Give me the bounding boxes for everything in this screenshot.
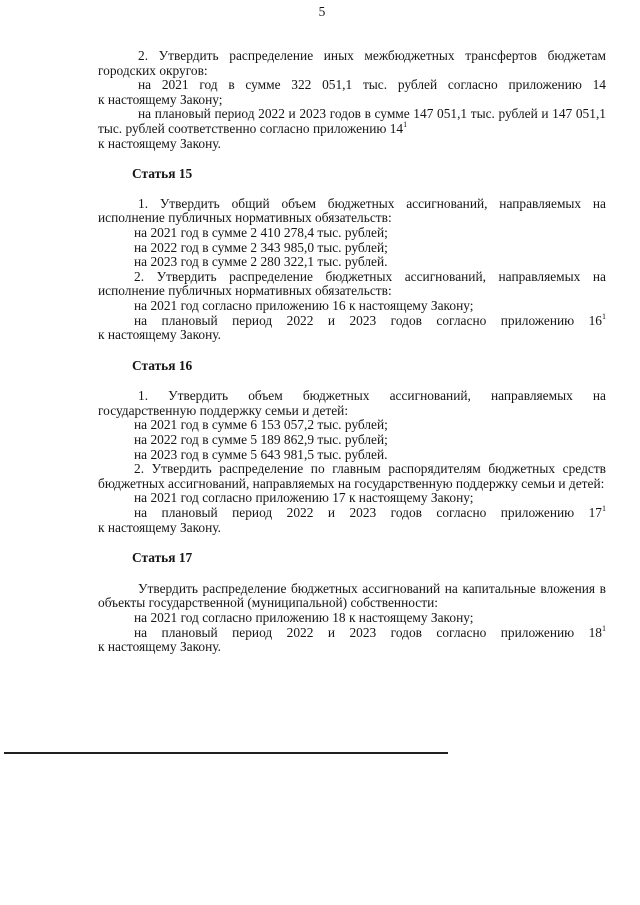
paragraph-text: на 2021 год согласно приложению 17 к настоящему Закону; <box>134 490 474 506</box>
paragraph-text: на 2021 год согласно приложению 18 к настоящему Закону; <box>134 610 474 625</box>
superscript: 1 <box>403 119 408 129</box>
paragraph <box>98 521 606 536</box>
paragraph-text: на плановый период 2022 и 2023 годов согласно приложению 17 <box>134 505 602 521</box>
paragraph <box>98 462 606 491</box>
paragraph-text: Утвердить распределение бюджетных ассигнований на капитальные вложения в объекты государственной (муниципальной) собственности: <box>98 580 606 611</box>
superscript: 1 <box>602 504 606 514</box>
paragraph <box>98 49 606 78</box>
paragraph <box>98 93 606 108</box>
paragraph-text: на 2021 год в сумме 2 410 278,4 тыс. рублей; <box>134 224 388 240</box>
paragraph <box>98 241 606 256</box>
paragraph <box>98 255 606 270</box>
paragraph-text: на плановый период 2022 и 2023 годов согласно приложению 16 <box>134 312 602 328</box>
paragraph-text: 2. Утвердить распределение иных межбюджетных трансфертов бюджетам городских округов: <box>98 48 606 78</box>
paragraph-text: на 2023 год в сумме 2 280 322,1 тыс. рублей. <box>134 254 388 270</box>
page-number: 5 <box>318 4 326 19</box>
paragraph <box>98 107 606 136</box>
paragraph-text: на плановый период 2022 и 2023 годов в сумме 147 051,1 тыс. рублей и 147 051,1 тыс. рублей соответственно согласно приложению 14 <box>98 106 606 136</box>
paragraph <box>98 311 606 329</box>
article-heading-text: Статья 15 <box>132 166 193 182</box>
paragraph-text: к настоящему Закону. <box>98 639 221 655</box>
article-heading-text: Статья 16 <box>132 357 193 373</box>
paragraph-text: на 2022 год в сумме 2 343 985,0 тыс. рублей; <box>134 239 388 255</box>
paragraph <box>98 448 606 463</box>
paragraph-text: 2. Утвердить распределение бюджетных ассигнований, направляемых на исполнение публичных нормативных обязательств: <box>98 268 606 299</box>
paragraph-text: на 2022 год в сумме 5 189 862,9 тыс. рублей; <box>134 432 388 448</box>
paragraph <box>98 299 606 314</box>
paragraph <box>98 611 606 626</box>
paragraph-text: к настоящему Закону. <box>98 519 221 535</box>
article-heading <box>132 359 606 374</box>
paragraph <box>98 623 606 641</box>
superscript: 1 <box>602 311 606 321</box>
paragraph-text: на плановый период 2022 и 2023 годов согласно приложению 18 <box>134 624 602 640</box>
paragraph <box>98 137 606 152</box>
article-heading <box>132 551 606 566</box>
article-heading <box>132 167 606 182</box>
paragraph <box>98 389 606 418</box>
superscript: 1 <box>602 623 606 633</box>
paragraph <box>98 433 606 448</box>
paragraph-text: на 2021 год в сумме 322 051,1 тыс. рублей согласно приложению 14 <box>138 77 606 93</box>
paragraph-text: к настоящему Закону. <box>98 135 221 151</box>
paragraph-text: на 2021 год согласно приложению 16 к настоящему Закону; <box>134 297 474 313</box>
paragraph-text: 1. Утвердить общий объем бюджетных ассигнований, направляемых на исполнение публичных нормативных обязательств: <box>98 195 606 226</box>
article-heading-text: Статья 17 <box>132 550 193 566</box>
paragraph-text: на 2023 год в сумме 5 643 981,5 тыс. рублей. <box>134 446 388 462</box>
document-body <box>98 49 606 655</box>
paragraph <box>98 270 606 299</box>
paragraph-text: 2. Утвердить распределение по главным распорядителям бюджетных средств бюджетных ассигнований, направляемых на государственную поддержку семьи и детей: <box>98 461 606 491</box>
paragraph-text: к настоящему Закону; <box>98 91 223 107</box>
paragraph <box>98 328 606 343</box>
paragraph-text: 1. Утвердить объем бюджетных ассигнований, направляемых на государственную поддержку семьи и детей: <box>98 388 606 418</box>
paragraph <box>98 197 606 226</box>
paragraph-text: на 2021 год в сумме 6 153 057,2 тыс. рублей; <box>134 417 388 433</box>
paragraph <box>98 78 606 93</box>
paragraph <box>98 226 606 241</box>
paragraph <box>98 491 606 506</box>
footer-rule <box>4 752 448 754</box>
paragraph-text: к настоящему Закону. <box>98 327 221 343</box>
paragraph <box>98 640 606 655</box>
paragraph <box>98 418 606 433</box>
paragraph <box>98 506 606 521</box>
paragraph <box>98 582 606 611</box>
